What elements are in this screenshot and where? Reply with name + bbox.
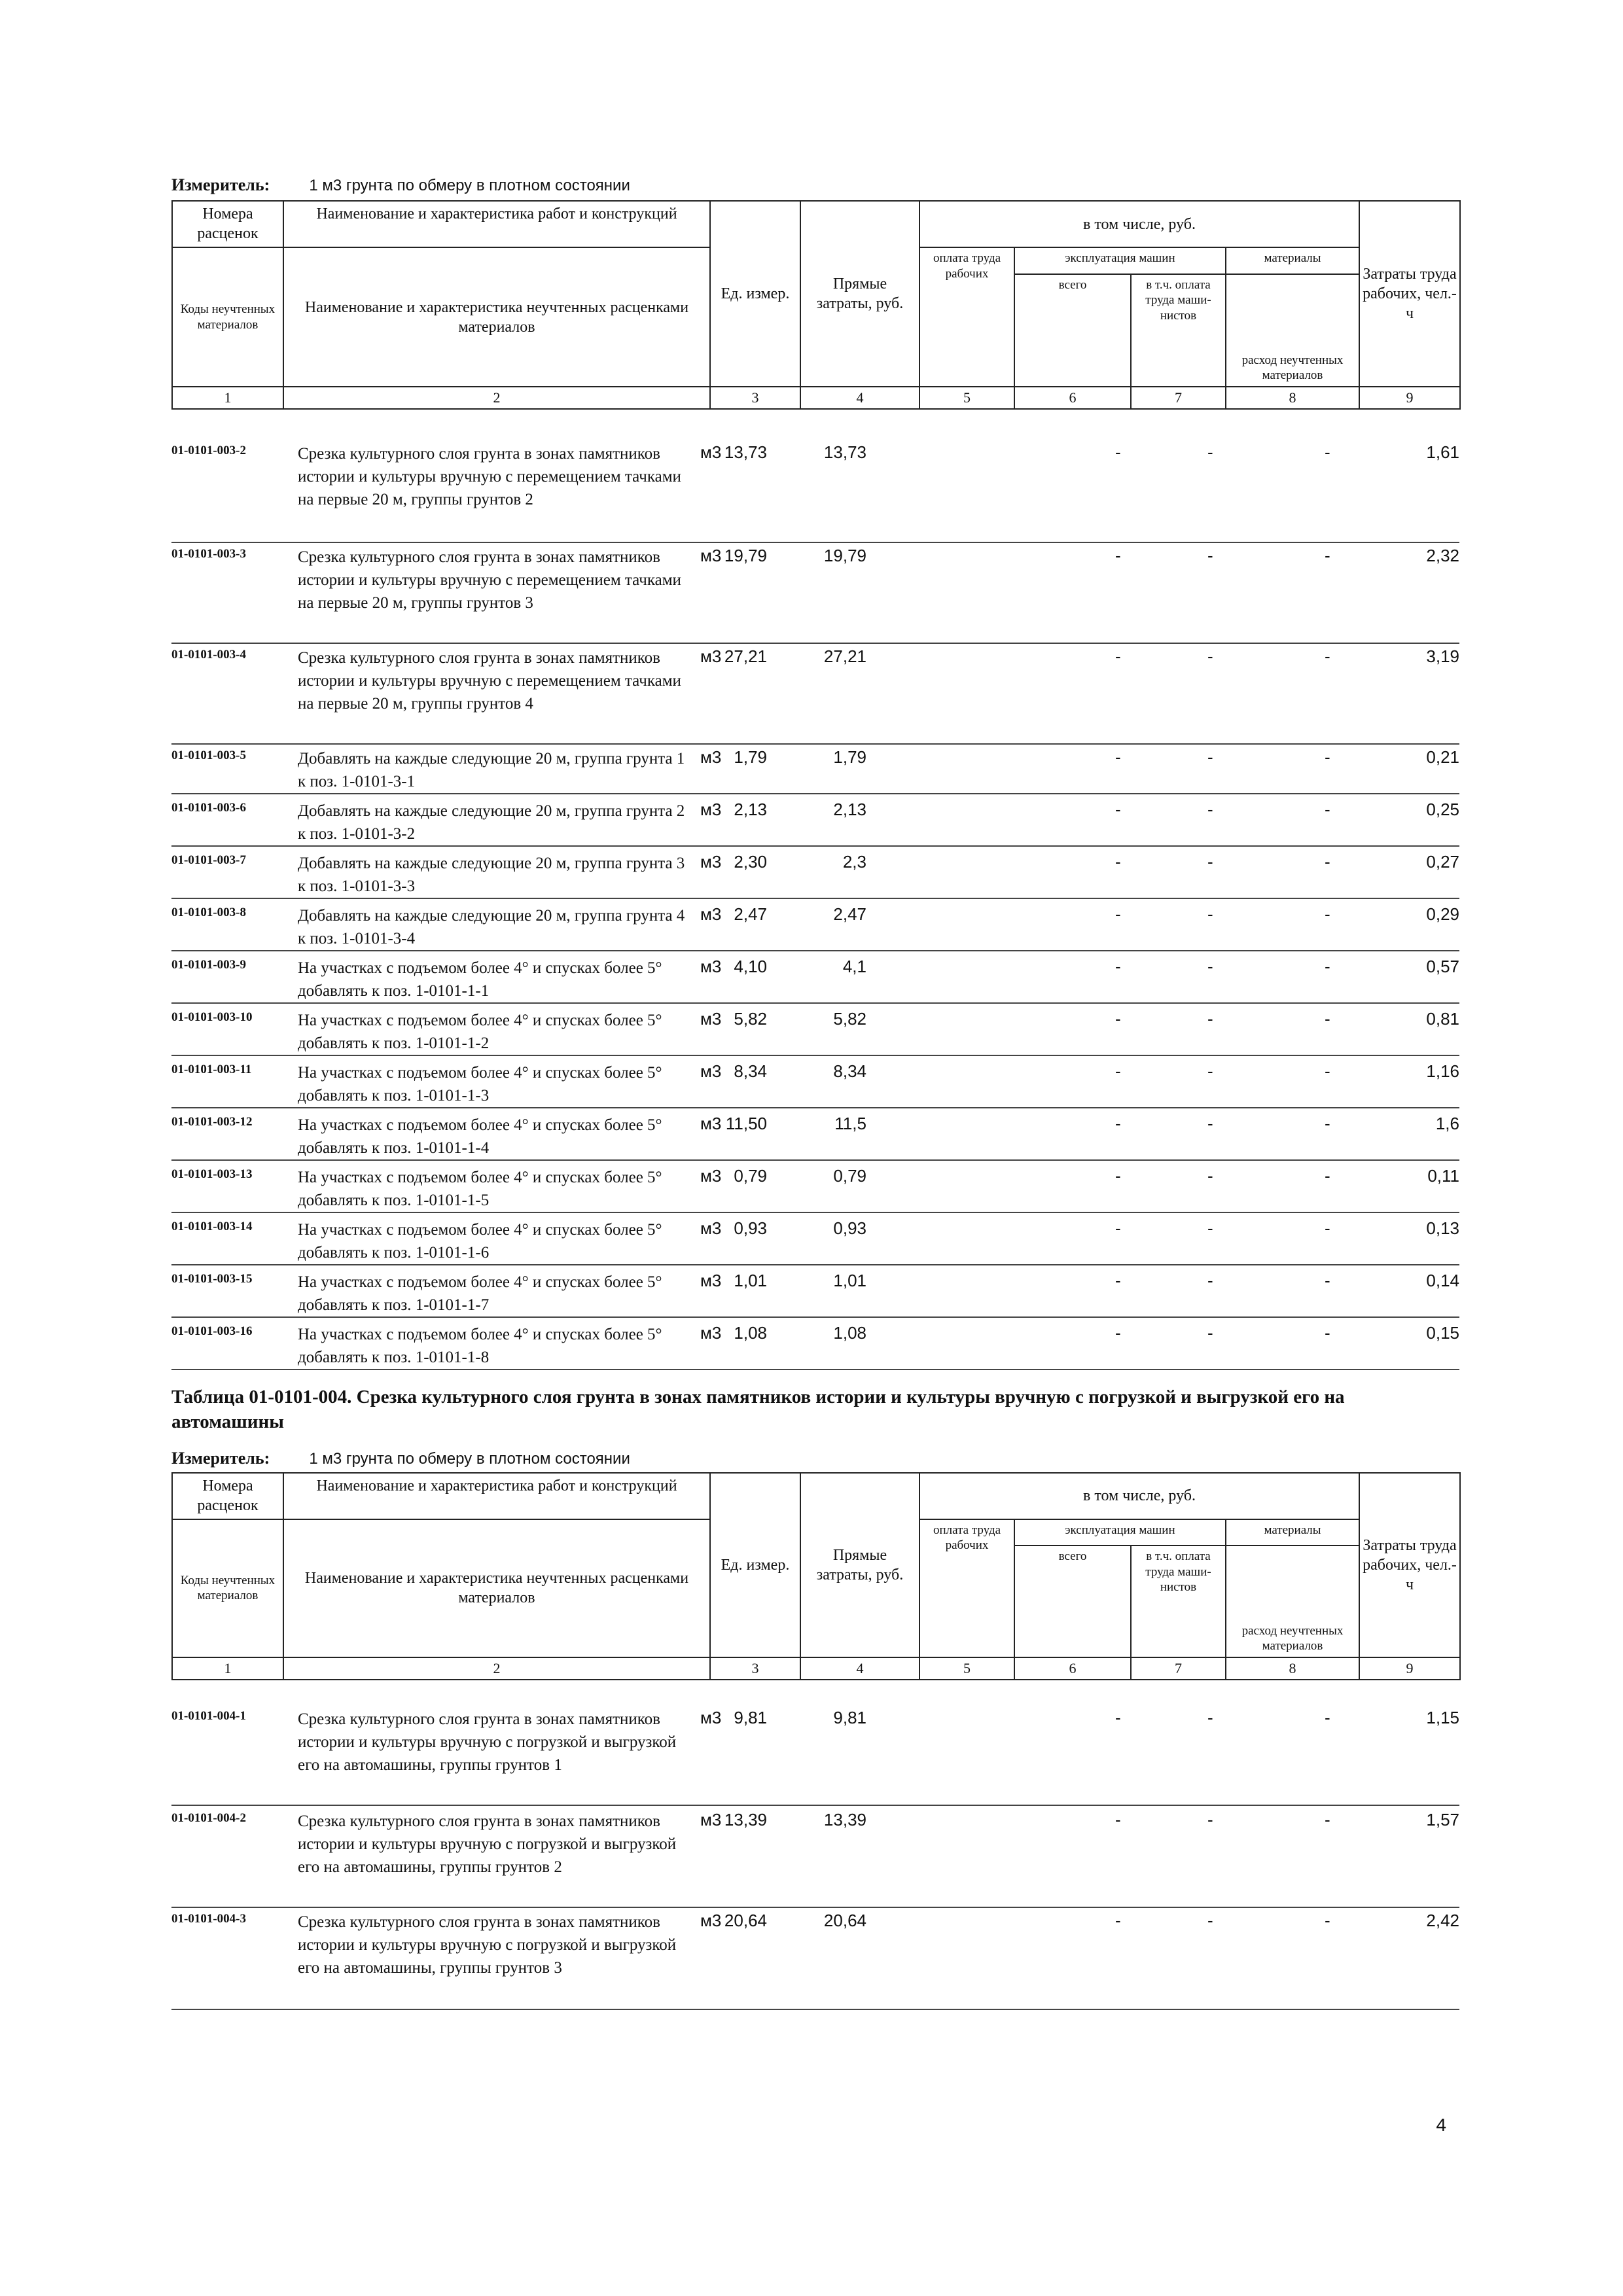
- labor-hours: 0,21: [1426, 747, 1459, 767]
- table-row: [171, 1061, 1459, 1108]
- unit: м3: [700, 1009, 722, 1029]
- machines-total: -: [1115, 1271, 1121, 1290]
- direct-cost: 0,93: [734, 1218, 767, 1238]
- table-row: [171, 1911, 1459, 2010]
- table-row: [171, 904, 1459, 951]
- measure-label: Измеритель:: [171, 175, 270, 194]
- labor-pay: 13,73: [823, 442, 866, 462]
- table-row: [171, 546, 1459, 644]
- work-name: Срезка культурного слоя грунта в зонах памятников истории и культуры вручную с перемещением тачками на первые 20 м, группы грунтов 2: [298, 445, 681, 508]
- labor-hours: 0,13: [1426, 1218, 1459, 1238]
- table-row: [171, 852, 1459, 899]
- machines-labor: -: [1207, 1061, 1213, 1081]
- machines-labor: -: [1207, 1114, 1213, 1133]
- machines-total: -: [1115, 1218, 1121, 1238]
- measure-value: 1 м3 грунта по обмеру в плотном состоянии: [309, 1450, 630, 1468]
- materials: -: [1325, 1218, 1330, 1238]
- work-name: На участках с подъемом более 4° и спусках более 5° добавлять к поз. 1-0101-1-8: [298, 1326, 662, 1366]
- labor-pay: 4,1: [842, 957, 866, 976]
- rate-code: 01-0101-003-10: [171, 1010, 253, 1024]
- direct-cost: 19,79: [724, 546, 767, 565]
- unit: м3: [700, 1061, 722, 1081]
- direct-cost: 1,79: [734, 747, 767, 767]
- work-name: Добавлять на каждые следующие 20 м, группа грунта 2 к поз. 1-0101-3-2: [298, 802, 685, 843]
- unit: м3: [700, 1114, 722, 1133]
- work-name: Срезка культурного слоя грунта в зонах памятников истории и культуры вручную с погрузкой и выгрузкой его на автомашины, группы грунтов 1: [298, 1710, 677, 1774]
- hdr-num-4: 4: [800, 1657, 919, 1680]
- hdr-direct: Прямые затраты, руб.: [800, 201, 919, 387]
- labor-hours: 0,27: [1426, 852, 1459, 872]
- machines-labor: -: [1207, 646, 1213, 666]
- direct-cost: 0,79: [734, 1166, 767, 1186]
- machines-labor: -: [1207, 747, 1213, 767]
- hdr-unit: Ед. измер.: [710, 1473, 800, 1657]
- direct-cost: 5,82: [734, 1009, 767, 1029]
- labor-pay: 11,5: [834, 1114, 866, 1133]
- hdr-machines-labor: в т.ч. оплата труда маши-нистов: [1131, 1545, 1226, 1657]
- machines-labor: -: [1207, 1166, 1213, 1186]
- unit: м3: [700, 800, 722, 819]
- materials: -: [1325, 1061, 1330, 1081]
- hdr-machines: эксплуатация машин: [1014, 1519, 1226, 1545]
- machines-total: -: [1115, 747, 1121, 767]
- machines-labor: -: [1207, 957, 1213, 976]
- direct-cost: 13,73: [724, 442, 767, 462]
- work-name: На участках с подъемом более 4° и спусках более 5° добавлять к поз. 1-0101-1-7: [298, 1273, 662, 1314]
- hdr-group: в том числе, руб.: [919, 1473, 1359, 1519]
- machines-labor: -: [1207, 1009, 1213, 1029]
- unit: м3: [700, 852, 722, 872]
- work-name: На участках с подъемом более 4° и спусках более 5° добавлять к поз. 1-0101-1-3: [298, 1064, 662, 1104]
- unit: м3: [700, 1323, 722, 1343]
- hdr-num-5: 5: [919, 1657, 1014, 1680]
- work-name: На участках с подъемом более 4° и спусках более 5° добавлять к поз. 1-0101-1-4: [298, 1116, 662, 1157]
- rate-code: 01-0101-003-9: [171, 958, 246, 972]
- hdr-num-2: 2: [283, 387, 710, 409]
- work-name: На участках с подъемом более 4° и спусках более 5° добавлять к поз. 1-0101-1-2: [298, 1012, 662, 1052]
- rate-code: 01-0101-003-4: [171, 648, 246, 662]
- unit: м3: [700, 1810, 722, 1829]
- work-name: Срезка культурного слоя грунта в зонах памятников истории и культуры вручную с погрузкой и выгрузкой его на автомашины, группы грунтов 3: [298, 1913, 677, 1977]
- hdr-materials-unacc: расход неучтенных материалов: [1226, 274, 1359, 387]
- hdr-num-9: 9: [1359, 387, 1460, 409]
- materials: -: [1325, 546, 1330, 565]
- hdr-materials: материалы: [1226, 1519, 1359, 1545]
- rate-code: 01-0101-003-16: [171, 1324, 253, 1338]
- machines-labor: -: [1207, 546, 1213, 565]
- direct-cost: 2,13: [734, 800, 767, 819]
- unit: м3: [700, 957, 722, 976]
- rate-code: 01-0101-003-11: [171, 1063, 252, 1076]
- table-row: [171, 747, 1459, 794]
- hdr-hours: Затраты труда рабочих, чел.-ч: [1359, 1473, 1460, 1657]
- machines-total: -: [1115, 1009, 1121, 1029]
- machines-labor: -: [1207, 442, 1213, 462]
- hdr-materials: материалы: [1226, 247, 1359, 274]
- materials: -: [1325, 747, 1330, 767]
- machines-total: -: [1115, 646, 1121, 666]
- labor-hours: 1,61: [1426, 442, 1459, 462]
- hdr-direct: Прямые затраты, руб.: [800, 1473, 919, 1657]
- materials: -: [1325, 1323, 1330, 1343]
- materials: -: [1325, 1114, 1330, 1133]
- machines-labor: -: [1207, 1323, 1213, 1343]
- labor-pay: 0,79: [833, 1166, 866, 1186]
- direct-cost: 20,64: [724, 1911, 767, 1930]
- hdr-machines-total: всего: [1014, 1545, 1131, 1657]
- hdr-machines-labor: в т.ч. оплата труда маши-нистов: [1131, 274, 1226, 387]
- materials: -: [1325, 646, 1330, 666]
- work-name: Срезка культурного слоя грунта в зонах памятников истории и культуры вручную с погрузкой и выгрузкой его на автомашины, группы грунтов 2: [298, 1812, 677, 1876]
- hdr-machines: эксплуатация машин: [1014, 247, 1226, 274]
- work-name: Срезка культурного слоя грунта в зонах памятников истории и культуры вручную с перемещением тачками на первые 20 м, группы грунтов 3: [298, 548, 681, 612]
- labor-pay: 2,13: [833, 800, 866, 819]
- measure-label: Измеритель:: [171, 1449, 270, 1468]
- machines-labor: -: [1207, 852, 1213, 872]
- labor-hours: 2,32: [1426, 546, 1459, 565]
- machines-labor: -: [1207, 800, 1213, 819]
- labor-hours: 1,57: [1426, 1810, 1459, 1829]
- labor-hours: 1,16: [1426, 1061, 1459, 1081]
- unit: м3: [700, 1911, 722, 1930]
- table-row: [171, 646, 1459, 745]
- direct-cost: 1,01: [734, 1271, 767, 1290]
- hdr-unit: Ед. измер.: [710, 201, 800, 387]
- direct-cost: 27,21: [724, 646, 767, 666]
- machines-total: -: [1115, 1911, 1121, 1930]
- unit: м3: [700, 1271, 722, 1290]
- machines-total: -: [1115, 957, 1121, 976]
- rate-code: 01-0101-004-2: [171, 1811, 246, 1825]
- hdr-num-7: 7: [1131, 1657, 1226, 1680]
- table-row: [171, 1271, 1459, 1318]
- unit: м3: [700, 646, 722, 666]
- table-row: [171, 1166, 1459, 1213]
- machines-labor: -: [1207, 1810, 1213, 1829]
- work-name: На участках с подъемом более 4° и спусках более 5° добавлять к поз. 1-0101-1-5: [298, 1169, 662, 1209]
- hdr-col2-top: Наименование и характеристика работ и конструкций: [283, 1473, 710, 1519]
- work-name: Добавлять на каждые следующие 20 м, группа грунта 4 к поз. 1-0101-3-4: [298, 907, 685, 947]
- labor-pay: 1,79: [833, 747, 866, 767]
- machines-total: -: [1115, 1114, 1121, 1133]
- labor-pay: 9,81: [833, 1708, 866, 1727]
- unit: м3: [700, 904, 722, 924]
- work-name: Добавлять на каждые следующие 20 м, группа грунта 1 к поз. 1-0101-3-1: [298, 750, 685, 790]
- machines-total: -: [1115, 1323, 1121, 1343]
- table-row: [171, 1323, 1459, 1370]
- unit: м3: [700, 442, 722, 462]
- machines-total: -: [1115, 546, 1121, 565]
- hdr-col1-top: Номера расценок: [172, 201, 283, 247]
- work-name: Срезка культурного слоя грунта в зонах памятников истории и культуры вручную с перемещением тачками на первые 20 м, группы грунтов 4: [298, 649, 681, 713]
- direct-cost: 8,34: [734, 1061, 767, 1081]
- labor-pay: 2,3: [842, 852, 866, 872]
- labor-pay: 19,79: [823, 546, 866, 565]
- hdr-col1-top: Номера расценок: [172, 1473, 283, 1519]
- materials: -: [1325, 852, 1330, 872]
- measure-line-1: [171, 175, 630, 195]
- rate-code: 01-0101-004-1: [171, 1709, 246, 1723]
- unit: м3: [700, 747, 722, 767]
- machines-labor: -: [1207, 904, 1213, 924]
- rate-code: 01-0101-003-7: [171, 853, 246, 867]
- machines-total: -: [1115, 904, 1121, 924]
- labor-hours: 3,19: [1426, 646, 1459, 666]
- machines-labor: -: [1207, 1708, 1213, 1727]
- labor-hours: 0,29: [1426, 904, 1459, 924]
- rate-code: 01-0101-003-15: [171, 1272, 253, 1286]
- rate-code: 01-0101-003-13: [171, 1167, 253, 1181]
- hdr-num-8: 8: [1226, 387, 1359, 409]
- hdr-col2-bottom: Наименование и характеристика неучтенных расценками материалов: [283, 247, 710, 387]
- direct-cost: 4,10: [734, 957, 767, 976]
- hdr-materials-unacc: расход неучтенных материалов: [1226, 1545, 1359, 1657]
- hdr-num-7: 7: [1131, 387, 1226, 409]
- labor-hours: 0,57: [1426, 957, 1459, 976]
- labor-hours: 1,15: [1426, 1708, 1459, 1727]
- rate-code: 01-0101-003-6: [171, 801, 246, 815]
- labor-pay: 27,21: [823, 646, 866, 666]
- hdr-col1-bottom: Коды неучтенных материалов: [172, 247, 283, 387]
- hdr-num-8: 8: [1226, 1657, 1359, 1680]
- materials: -: [1325, 1166, 1330, 1186]
- direct-cost: 1,08: [734, 1323, 767, 1343]
- materials: -: [1325, 800, 1330, 819]
- machines-total: -: [1115, 1810, 1121, 1829]
- table-row: [171, 1708, 1459, 1806]
- labor-pay: 1,01: [833, 1271, 866, 1290]
- hdr-machines-total: всего: [1014, 274, 1131, 387]
- rate-code: 01-0101-003-8: [171, 906, 246, 919]
- rate-code: 01-0101-003-14: [171, 1220, 253, 1233]
- labor-hours: 0,81: [1426, 1009, 1459, 1029]
- direct-cost: 11,50: [725, 1114, 767, 1133]
- measure-line-2: [171, 1449, 630, 1468]
- labor-pay: 5,82: [833, 1009, 866, 1029]
- labor-pay: 8,34: [833, 1061, 866, 1081]
- page-number: 4: [1436, 2115, 1446, 2135]
- hdr-num-1: 1: [172, 387, 283, 409]
- table-row: [171, 800, 1459, 847]
- hdr-num-6: 6: [1014, 1657, 1131, 1680]
- machines-total: -: [1115, 1061, 1121, 1081]
- materials: -: [1325, 904, 1330, 924]
- unit: м3: [700, 1166, 722, 1186]
- table1-header: [171, 200, 1461, 410]
- machines-labor: -: [1207, 1218, 1213, 1238]
- machines-total: -: [1115, 1166, 1121, 1186]
- materials: -: [1325, 957, 1330, 976]
- hdr-labor-pay: оплата труда рабочих: [919, 1519, 1014, 1658]
- materials: -: [1325, 1271, 1330, 1290]
- materials: -: [1325, 1708, 1330, 1727]
- labor-pay: 20,64: [823, 1911, 866, 1930]
- materials: -: [1325, 1009, 1330, 1029]
- hdr-col2-top: Наименование и характеристика работ и конструкций: [283, 201, 710, 247]
- hdr-num-4: 4: [800, 387, 919, 409]
- direct-cost: 2,30: [734, 852, 767, 872]
- hdr-num-2: 2: [283, 1657, 710, 1680]
- direct-cost: 9,81: [734, 1708, 767, 1727]
- machines-total: -: [1115, 852, 1121, 872]
- work-name: На участках с подъемом более 4° и спусках более 5° добавлять к поз. 1-0101-1-1: [298, 959, 662, 1000]
- hdr-col2-bottom: Наименование и характеристика неучтенных расценками материалов: [283, 1519, 710, 1658]
- machines-total: -: [1115, 1708, 1121, 1727]
- hdr-num-6: 6: [1014, 387, 1131, 409]
- materials: -: [1325, 1810, 1330, 1829]
- labor-hours: 0,25: [1426, 800, 1459, 819]
- rate-code: 01-0101-003-5: [171, 749, 246, 762]
- unit: м3: [700, 1708, 722, 1727]
- hdr-labor-pay: оплата труда рабочих: [919, 247, 1014, 387]
- direct-cost: 2,47: [734, 904, 767, 924]
- machines-total: -: [1115, 442, 1121, 462]
- labor-pay: 13,39: [823, 1810, 866, 1829]
- work-name: Добавлять на каждые следующие 20 м, группа грунта 3 к поз. 1-0101-3-3: [298, 855, 685, 895]
- materials: -: [1325, 442, 1330, 462]
- hdr-num-3: 3: [710, 387, 800, 409]
- rate-code: 01-0101-003-3: [171, 547, 246, 561]
- hdr-num-1: 1: [172, 1657, 283, 1680]
- table-row: [171, 1218, 1459, 1265]
- labor-hours: 0,11: [1427, 1166, 1459, 1186]
- machines-labor: -: [1207, 1271, 1213, 1290]
- table-row: [171, 1114, 1459, 1161]
- labor-pay: 0,93: [833, 1218, 866, 1238]
- hdr-num-3: 3: [710, 1657, 800, 1680]
- unit: м3: [700, 1218, 722, 1238]
- table-row: [171, 957, 1459, 1004]
- rate-code: 01-0101-003-12: [171, 1115, 253, 1129]
- labor-hours: 2,42: [1426, 1911, 1459, 1930]
- hdr-num-9: 9: [1359, 1657, 1460, 1680]
- measure-value: 1 м3 грунта по обмеру в плотном состоянии: [309, 177, 630, 194]
- hdr-num-5: 5: [919, 387, 1014, 409]
- hdr-col1-bottom: Коды неучтенных материалов: [172, 1519, 283, 1658]
- machines-total: -: [1115, 800, 1121, 819]
- hdr-hours: Затраты труда рабочих, чел.-ч: [1359, 201, 1460, 387]
- table2-header: [171, 1472, 1461, 1680]
- rate-code: 01-0101-003-2: [171, 444, 246, 457]
- machines-labor: -: [1207, 1911, 1213, 1930]
- table-row: [171, 1009, 1459, 1056]
- labor-pay: 1,08: [833, 1323, 866, 1343]
- labor-pay: 2,47: [833, 904, 866, 924]
- hdr-group: в том числе, руб.: [919, 201, 1359, 247]
- labor-hours: 1,6: [1435, 1114, 1459, 1133]
- work-name: На участках с подъемом более 4° и спусках более 5° добавлять к поз. 1-0101-1-6: [298, 1221, 662, 1262]
- unit: м3: [700, 546, 722, 565]
- table-row: [171, 1810, 1459, 1908]
- labor-hours: 0,15: [1426, 1323, 1459, 1343]
- labor-hours: 0,14: [1426, 1271, 1459, 1290]
- rate-code: 01-0101-004-3: [171, 1912, 246, 1926]
- table2-title: Таблица 01-0101-004. Срезка культурного слоя грунта в зонах памятников истории и культуры вручную с погрузкой и выгрузкой его на автомашины: [171, 1386, 1345, 1432]
- materials: -: [1325, 1911, 1330, 1930]
- table-row: [171, 442, 1459, 543]
- direct-cost: 13,39: [724, 1810, 767, 1829]
